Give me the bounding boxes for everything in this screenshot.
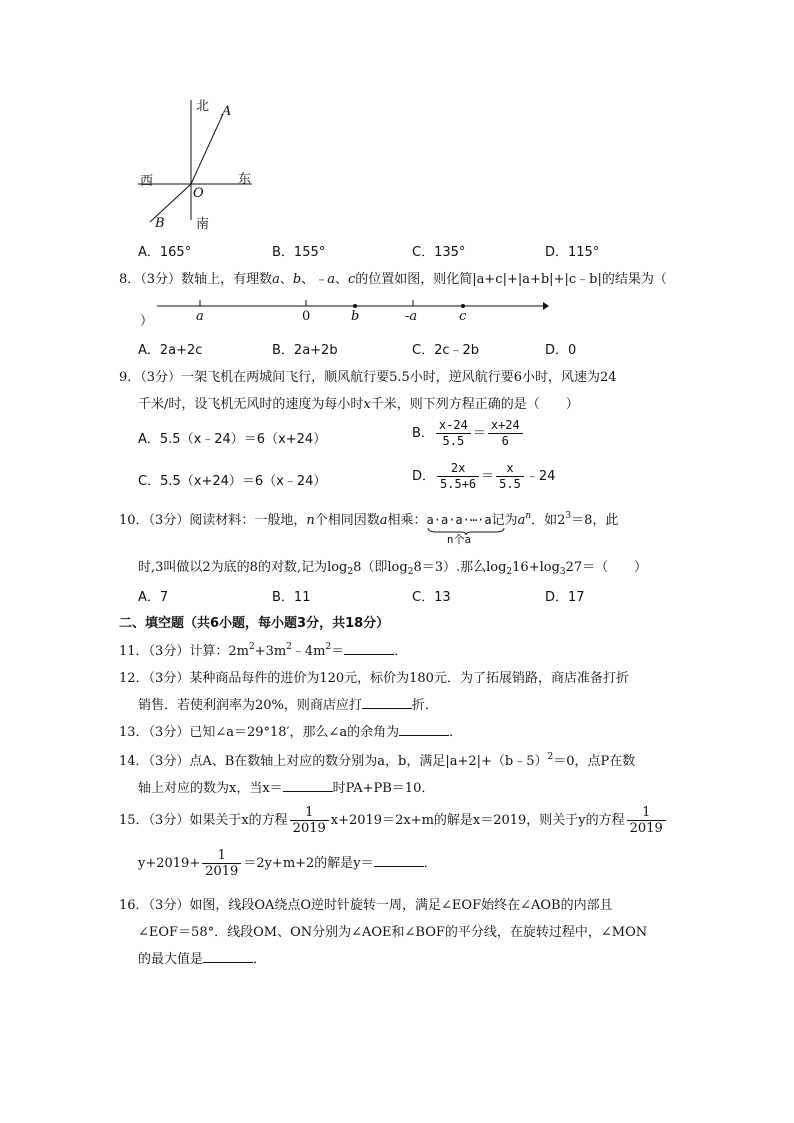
q10-line1-f: ＝8，此	[571, 513, 619, 528]
q10-option-a[interactable]: A．7	[138, 590, 169, 605]
q15-stem-line2	[138, 848, 437, 879]
compass-south: 南	[196, 217, 210, 232]
axis-label-c: c	[459, 309, 467, 324]
q11-stem	[119, 640, 407, 659]
q8-var-c: c	[347, 272, 356, 287]
q16-line3-b: ．	[253, 952, 267, 967]
q15-stem-line1	[119, 805, 668, 836]
q15-frac1	[290, 805, 329, 836]
q14-line2-b: 时PA+PB＝10．	[332, 781, 435, 796]
q9-d-tail: ﹣24	[525, 469, 556, 484]
q8-var-a: a	[272, 272, 280, 287]
q11-exp2: 2	[286, 642, 292, 652]
q9-d-den1: 5.5+6	[440, 477, 477, 491]
q11-text-d: ＝	[331, 644, 345, 659]
q15-line2-b: ＝2y+m+2的解是y＝	[243, 856, 374, 871]
q8-var-neg-a: ﹣a	[314, 272, 335, 287]
q14-line1-b: ＝0，点P在数	[553, 754, 636, 769]
q9-b-den1: 5.5	[442, 434, 465, 448]
q11-number: 11．	[119, 644, 149, 659]
q10-var-a: a	[379, 513, 388, 528]
q9-b-eq: ＝	[472, 426, 486, 441]
q15-line1-a: 如果关于x的方程	[189, 813, 288, 828]
q16-score: （3分）	[148, 898, 190, 913]
compass-origin: O	[193, 186, 204, 201]
q15-frac2-num: 1	[627, 805, 666, 821]
q15-frac3-num: 1	[202, 848, 241, 864]
q10-option-c[interactable]: C．13	[412, 590, 451, 605]
q10-var-n: n	[306, 513, 315, 528]
q8-stem-1: 数轴上，有理数	[181, 272, 273, 287]
axis-label-neg-a: -a	[405, 309, 418, 324]
q9-b-num2: x+24	[488, 418, 523, 434]
q12-number: 12．	[119, 671, 149, 686]
q12-line2-b: 折．	[411, 698, 438, 713]
compass-point-b: B	[155, 216, 165, 231]
q10-line1-b: 个相同因数	[314, 513, 380, 528]
q12-line2-a: 销售．若使利润率为20%，则商店应打	[138, 698, 362, 713]
q15-frac3-den: 2019	[205, 864, 239, 879]
ray-oa	[191, 114, 223, 184]
q10-option-b[interactable]: B．11	[272, 590, 311, 605]
q16-stem-line3	[138, 948, 266, 967]
q10-an-exp: n	[525, 511, 532, 521]
axis-label-b: b	[351, 309, 360, 324]
q9-d-den2: 5.5	[499, 477, 521, 491]
q13-text-b: ．	[449, 725, 463, 740]
q10-an-base: a	[517, 513, 526, 528]
q14-score: （3分）	[148, 754, 190, 769]
q13-number: 13．	[119, 725, 149, 740]
q12-answer-blank[interactable]	[362, 697, 412, 709]
compass-north: 北	[196, 99, 210, 114]
q14-stem-line2	[138, 777, 434, 796]
q9-stem-line2	[138, 393, 579, 412]
q10-stem-line2	[138, 556, 647, 577]
q10-line2-d: 16+log	[512, 560, 560, 575]
q13-answer-blank[interactable]	[399, 724, 449, 736]
q9-b-frac2	[488, 418, 523, 449]
q11-score: （3分）	[148, 644, 190, 659]
q13-stem	[119, 721, 462, 740]
q11-text-a: 计算：2m	[189, 644, 249, 659]
q9-b-label: B．	[412, 426, 434, 441]
q9-line1: 一架飞机在两城间飞行，顺风航行要5.5小时，逆风航行要6小时，风速为24	[181, 370, 617, 385]
q10-pow-base: 2	[557, 513, 566, 528]
q14-stem-line1	[119, 750, 635, 769]
q15-frac1-den: 2019	[292, 821, 326, 836]
q7-option-c[interactable]: C．135°	[412, 245, 466, 260]
q8-sep2: 、	[301, 272, 315, 287]
q15-number: 15．	[119, 813, 149, 828]
q10-pow-exp: 3	[565, 511, 572, 521]
q15-line2-c: ．	[423, 856, 437, 871]
q9-var-x: x	[363, 397, 371, 412]
q14-exp: 2	[547, 752, 554, 762]
q16-line2: ∠EOF＝58°．线段OM、ON分别为∠AOE和∠BOF的平分线，在旋转过程中，∠MON	[138, 925, 648, 940]
q10-sub3: 2	[506, 567, 513, 577]
q9-option-c[interactable]: C．5.5（x+24）＝6（x﹣24）	[138, 474, 327, 489]
q11-text-e: ．	[394, 644, 408, 659]
q10-number: 10．	[119, 513, 149, 528]
number-line-arrow	[543, 302, 549, 310]
dot-b	[353, 304, 357, 308]
q11-exp3: 2	[325, 642, 332, 652]
q9-option-d[interactable]	[412, 461, 555, 492]
q10-sub4: 3	[559, 567, 566, 577]
q8-stem	[119, 268, 667, 287]
q16-number: 16．	[119, 898, 149, 913]
q15-answer-blank[interactable]	[374, 855, 424, 867]
q12-stem-line2	[138, 694, 438, 713]
q15-line1-b: x+2019＝2x+m的解是x＝2019，则关于y的方程	[330, 813, 625, 828]
q9-stem-line1	[119, 366, 617, 385]
q9-d-frac1	[437, 461, 479, 492]
q11-answer-blank[interactable]	[344, 643, 394, 655]
dot-c	[461, 304, 465, 308]
q8-number: 8．	[119, 272, 141, 287]
q10-option-d[interactable]: D．17	[545, 590, 585, 605]
q10-line2-b: 8（即log	[353, 560, 408, 575]
q15-frac1-num: 1	[290, 805, 329, 821]
q9-d-num1: 2x	[437, 461, 479, 477]
q10-sub2: 2	[407, 567, 414, 577]
q9-d-eq: ＝	[481, 469, 495, 484]
q8-option-a[interactable]: A．2a+2c	[138, 343, 203, 358]
q10-line2: 时,3叫做以2为底的8的对数,记为log	[138, 560, 348, 575]
q7-option-b[interactable]: B．155°	[272, 245, 326, 260]
q13-text-a: 已知∠a＝29°18′，那么∠a的余角为	[189, 725, 400, 740]
q8-option-b[interactable]: B．2a+2b	[272, 343, 338, 358]
q10-line2-e: 27＝（ ）	[565, 560, 648, 575]
q16-line3-a: 的最大值是	[138, 952, 204, 967]
q9-line2-end: 千米，则下列方程正确的是（ ）	[370, 397, 579, 412]
q14-answer-blank[interactable]	[283, 780, 333, 792]
q15-frac2	[627, 805, 666, 836]
q16-stem-line1	[119, 894, 613, 913]
q12-line1: 某种商品每件的进价为120元，标价为180元．为了拓展销路，商店准备打折	[189, 671, 629, 686]
q16-stem-line2	[138, 921, 647, 940]
q10-line1-a: 阅读材料：一般地，	[189, 513, 307, 528]
section-2-title: 二、填空题（共6小题，每小题3分，共18分）	[119, 616, 390, 631]
q9-d-label: D．	[412, 469, 436, 484]
q10-stem-line1	[119, 509, 619, 546]
q10-line1-e: ．如	[531, 513, 558, 528]
q8-sep1: 、	[279, 272, 293, 287]
q10-line2-c: 8＝3）.那么log	[413, 560, 507, 575]
compass-west: 西	[140, 174, 154, 189]
q8-stem-close: ）	[140, 314, 154, 329]
q9-option-b[interactable]	[412, 418, 525, 449]
q11-text-c: ﹣4m	[291, 644, 326, 659]
q7-option-d[interactable]: D．115°	[545, 245, 600, 260]
q11-text-b: +3m	[254, 644, 287, 659]
q16-answer-blank[interactable]	[203, 951, 253, 963]
q9-b-num1: x-24	[436, 418, 471, 434]
q10-line1-c: 相乘：	[387, 513, 427, 528]
compass-east: 东	[238, 172, 252, 187]
q12-score: （3分）	[148, 671, 190, 686]
q7-option-a[interactable]: A．165°	[138, 245, 192, 260]
q16-line1: 如图，线段OA绕点O逆时针旋转一周，满足∠EOF始终在∠AOB的内部且	[189, 898, 613, 913]
q10-sub1: 2	[347, 567, 354, 577]
q9-line2: 千米/时，设飞机无风时的速度为每小时	[138, 397, 364, 412]
axis-label-zero: 0	[302, 309, 311, 324]
q11-exp1: 2	[248, 642, 255, 652]
q13-score: （3分）	[148, 725, 190, 740]
q8-stem-2: 的位置如图，则化简|a+c|+|a+b|+|c﹣b|的结果为（	[355, 272, 667, 287]
q14-line2-a: 轴上对应的数为x，当x＝	[138, 781, 283, 796]
q14-number: 14．	[119, 754, 149, 769]
q9-d-frac2	[496, 461, 524, 492]
q9-d-num2: x	[496, 461, 524, 477]
q8-score: （3分）	[140, 272, 182, 287]
compass-point-a: A	[222, 104, 232, 119]
q10-product-text: a·a·a·⋯·a	[426, 513, 492, 527]
q10-brace-label: n个a	[446, 533, 472, 546]
q8-var-b: b	[292, 272, 302, 287]
q8-option-d[interactable]: D．0	[545, 343, 577, 358]
q10-product	[426, 513, 492, 546]
q8-sep3: 、	[334, 272, 348, 287]
axis-label-a: a	[196, 309, 204, 324]
q10-score: （3分）	[148, 513, 190, 528]
q9-score: （3分）	[140, 370, 182, 385]
q14-line1: 点A、B在数轴上对应的数分别为a，b，满足|a+2|+（b﹣5）	[189, 754, 548, 769]
q8-option-c[interactable]: C．2c﹣2b	[412, 343, 480, 358]
q9-number: 9．	[119, 370, 141, 385]
q9-b-frac1	[436, 418, 471, 449]
q15-frac2-den: 2019	[629, 821, 663, 836]
q10-line1-d: 记为	[491, 513, 518, 528]
q15-score: （3分）	[148, 813, 190, 828]
q12-stem-line1	[119, 667, 629, 686]
q9-option-a[interactable]: A．5.5（x﹣24）＝6（x+24）	[138, 432, 327, 447]
q15-frac3	[202, 848, 241, 879]
q9-b-den2: 6	[501, 434, 509, 448]
q15-line2-a: y+2019+	[138, 856, 201, 871]
